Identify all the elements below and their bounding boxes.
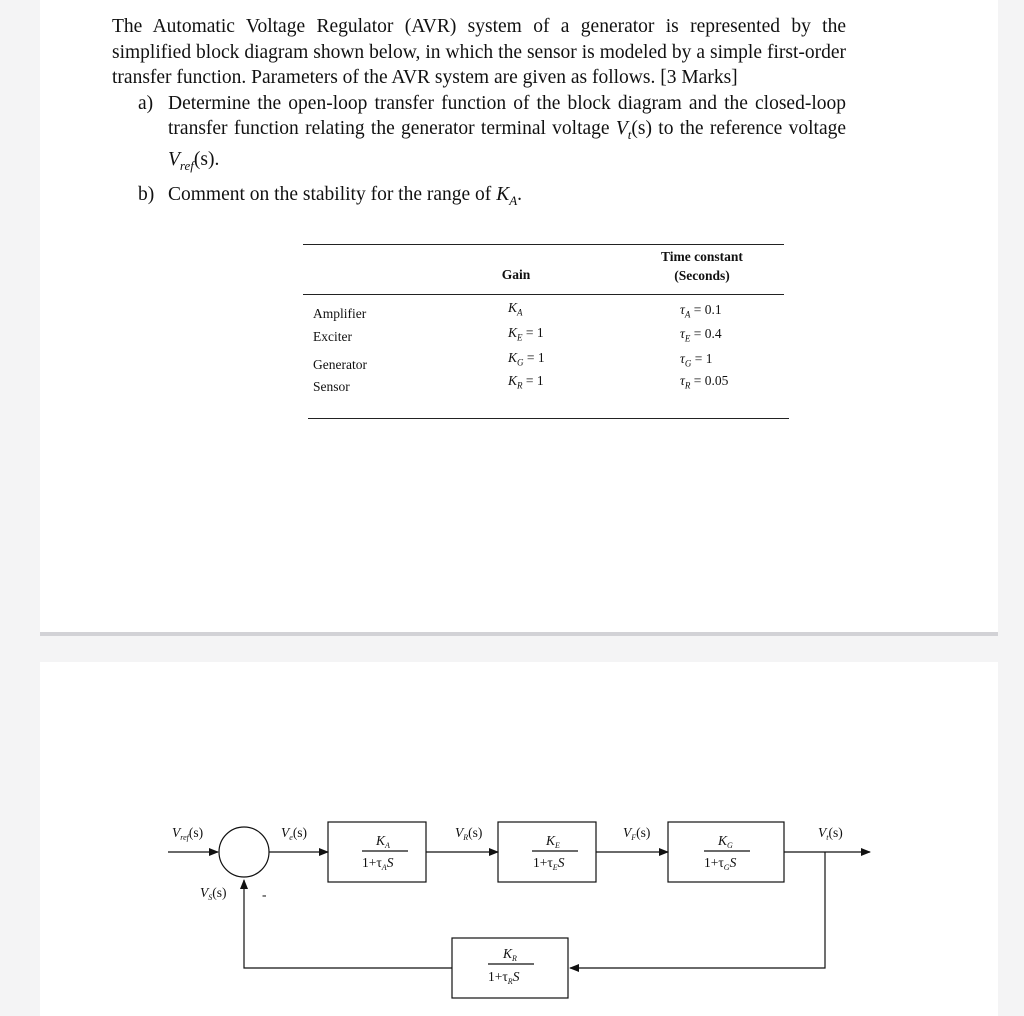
- header-gain: Gain: [501, 267, 531, 282]
- summing-junction: [219, 827, 269, 877]
- feedback-path-left: [244, 880, 452, 968]
- generator-numerator: $K_G$: [718, 833, 733, 850]
- question-intro: The Automatic Voltage Regulator (AVR) system of a generator is represented by the simplified block diagram shown below, in which the sensor is modeled by a simple first-order transfer function. Parameters of the AVR system are given as follows. [3 Marks]: [112, 16, 846, 88]
- amplifier-block: [328, 822, 426, 882]
- exciter-numerator: $K_E$: [546, 833, 560, 850]
- vref-label: $V_{ref}(s)$: [172, 825, 204, 842]
- sensor-denominator: $1+\tau_RS$: [488, 969, 520, 986]
- header-time-constant: Time constant: [661, 249, 743, 264]
- row-gain: $K_G = 1$: [508, 350, 545, 368]
- row-name: Exciter: [313, 329, 352, 344]
- row-tc: $\tau_E = 0.4$: [680, 326, 722, 344]
- row-tc: $\tau_G = 1$: [680, 351, 713, 369]
- part-a-label: a): [138, 92, 154, 114]
- row-gain: $K_A$: [508, 300, 523, 318]
- row-gain: $K_R = 1$: [508, 373, 544, 391]
- header-seconds: (Seconds): [674, 268, 730, 283]
- vf-label: $V_F(s)$: [623, 825, 651, 842]
- generator-block: [668, 822, 784, 882]
- ve-label: $V_e(s)$: [281, 825, 308, 842]
- exciter-denominator: $1+\tau_ES$: [533, 855, 565, 872]
- amplifier-numerator: $K_A$: [376, 833, 390, 850]
- vr-label: $V_R(s)$: [455, 825, 483, 842]
- sensor-numerator: $K_R$: [503, 946, 517, 963]
- amplifier-denominator: $1+\tau_AS$: [362, 855, 394, 872]
- feedback-path-right: [570, 852, 825, 968]
- row-name: Generator: [313, 357, 367, 372]
- vt-label: $V_t(s)$: [818, 825, 843, 842]
- vs-label: $V_S(s)$: [200, 885, 227, 902]
- part-a: a) Determine the open-loop transfer function of the block diagram and the closed-loop transfer function relating the generator terminal voltage $V_t(s)$ to the reference voltage $V_{ref}(s)$.: [138, 91, 846, 179]
- row-gain: $K_E = 1$: [508, 325, 544, 343]
- row-tc: $\tau_R = 0.05$: [680, 373, 729, 391]
- row-name: Amplifier: [313, 306, 367, 321]
- minus-sign: -: [262, 887, 267, 902]
- generator-denominator: $1+\tau_GS$: [704, 855, 737, 872]
- row-name: Sensor: [313, 379, 350, 394]
- exciter-block: [498, 822, 596, 882]
- part-b-label: b): [138, 183, 155, 205]
- row-tc: $\tau_A = 0.1$: [680, 302, 722, 320]
- part-b: b) Comment on the stability for the range of $K_A$.: [138, 182, 846, 213]
